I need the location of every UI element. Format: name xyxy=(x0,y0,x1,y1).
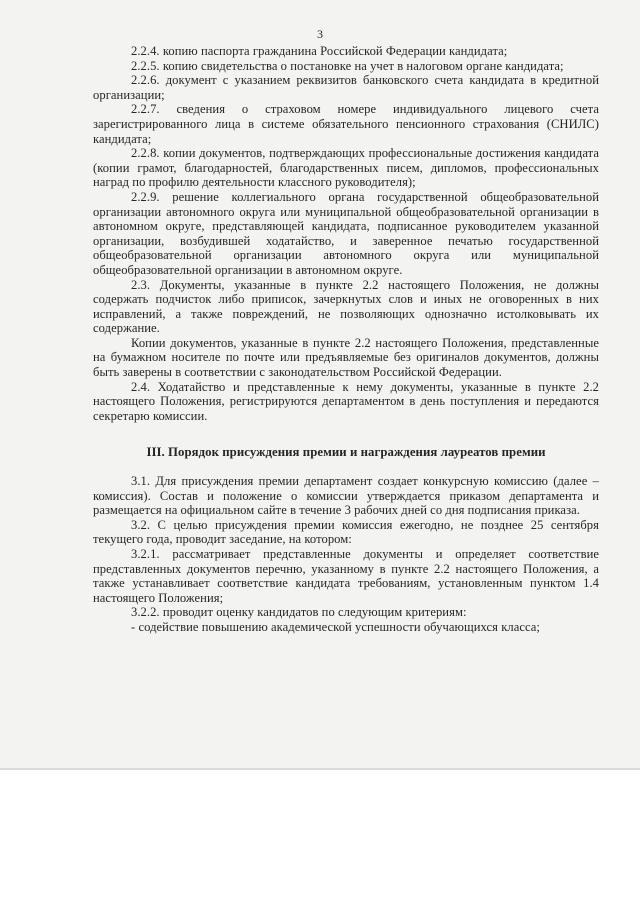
section-heading: III. Порядок присуждения премии и награждения лауреатов премии xyxy=(146,445,546,460)
paragraph-2-2-4: 2.2.4. копию паспорта гражданина Российской Федерации кандидата; xyxy=(131,44,508,58)
paragraph-3-2-1: 3.2.1. рассматривает представленные документы и определяет соответствие представленных документов перечню, указанному в пункте 2.2 настоящего Положения, а также устанавливает соответствие кандидата требованиям, установленным пунктом 1.4 настоящего Положения; xyxy=(93,547,599,605)
paragraph-copies: Копии документов, указанные в пункте 2.2 настоящего Положения, представленные на бумажном носителе по почте или предъявляемые без оригиналов документов, должны быть заверены в соответствии с законодательством Российской Федерации. xyxy=(93,335,599,380)
page-number: 3 xyxy=(317,27,323,41)
paragraph-3-2-2: 3.2.2. проводит оценку кандидатов по следующим критериям: xyxy=(131,605,467,620)
criteria-item: - содействие повышению академической успешности обучающихся класса; xyxy=(131,619,540,634)
scan-bottom-edge xyxy=(0,768,640,770)
paragraph-2-4: 2.4. Ходатайство и представленные к нему документы, указанные в пункте 2.2 настоящего Положения, регистрируются департаментом в день поступления и передаются секретарю комиссии. xyxy=(93,379,599,423)
paragraph-2-2-6: 2.2.6. документ с указанием реквизитов банковского счета кандидата в кредитной организации; xyxy=(93,73,599,102)
paragraph-3-2: 3.2. С целью присуждения премии комиссия ежегодно, не позднее 25 сентября текущего года, проводит заседание, на котором: xyxy=(93,517,599,547)
document-body xyxy=(93,44,599,635)
paragraph-3-1: 3.1. Для присуждения премии департамент создает конкурсную комиссию (далее – комиссия). Состав и положение о комиссии утверждается приказом департамента и размещается на официальном сайте в течение 3 рабочих дней со дня подписания приказа. xyxy=(93,474,599,518)
paragraph-2-3: 2.3. Документы, указанные в пункте 2.2 настоящего Положения, не должны содержать подчисток либо приписок, зачеркнутых слов и иных не оговоренных в них исправлений, а также повреждений, не позволяющих однозначно истолковывать их содержание. xyxy=(93,277,599,336)
paragraph-2-2-9: 2.2.9. решение коллегиального органа государственной общеобразовательной организации автономного округа или муниципальной общеобразовательной организации в автономном округе, представляющей кандидата, подписанное руководителем указанной организации, возбудившей ходатайство, и заверенное печатью государственной общеобразовательной организации автономного округа или муниципальной общеобразовательной организации в автономном округе. xyxy=(93,189,599,277)
paragraph-2-2-5: 2.2.5. копию свидетельства о постановке на учет в налоговом органе кандидата; xyxy=(131,58,564,73)
paragraph-2-2-8: 2.2.8. копии документов, подтверждающих профессиональные достижения кандидата (копии грамот, благодарностей, благодарственных писем, дипломов, профессиональных наград по профилю деятельности классного руководителя); xyxy=(93,146,599,190)
paragraph-2-2-7: 2.2.7. сведения о страховом номере индивидуального лицевого счета зарегистрированного лица в системе обязательного пенсионного страхования (СНИЛС) кандидата; xyxy=(93,102,599,146)
